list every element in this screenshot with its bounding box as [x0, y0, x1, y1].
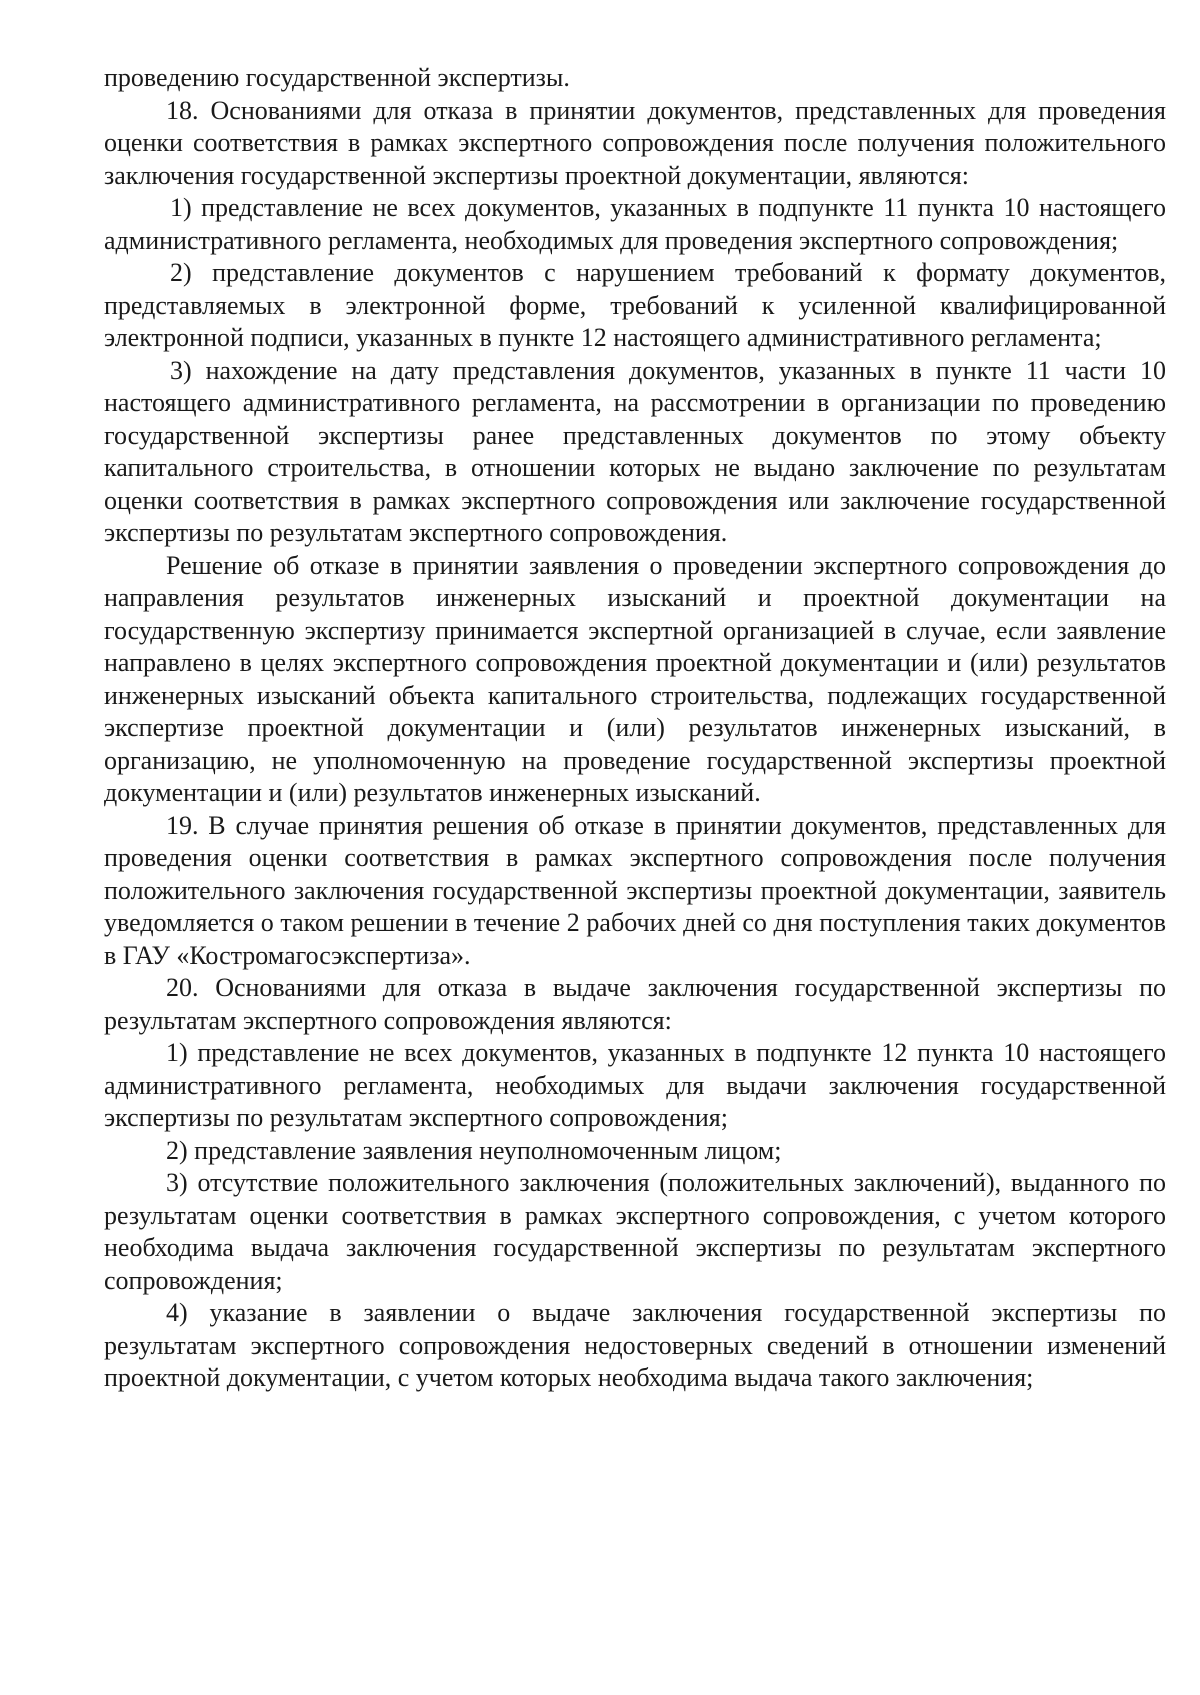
paragraph-20-item-3: 3) отсутствие положительного заключения (положительных заключений), выданного по результатам оценки соответствия в рамках экспертного сопровождения, с учетом которого необходима выдача заключения государственной экспертизы по результатам экспертного сопровождения; [104, 1168, 1166, 1295]
paragraph-18-item-2: 2) представление документов с нарушением требований к формату документов, представляемых в электронной форме, требований к усиленной квалифицированной электронной подписи, указанных в пункте 12 настоящего административного регламента; [104, 258, 1166, 352]
paragraph-20-item-1: 1) представление не всех документов, указанных в подпункте 12 пункта 10 настоящего административного регламента, необходимых для выдачи заключения государственной экспертизы по результатам экспертного сопровождения; [104, 1038, 1166, 1132]
paragraph-18: 18. Основаниями для отказа в принятии документов, представленных для проведения оценки соответствия в рамках экспертного сопровождения после получения положительного заключения государственной экспертизы проектной документации, являются: [104, 95, 1166, 190]
paragraph-refusal-decision: Решение об отказе в принятии заявления о проведении экспертного сопровождения до направления результатов инженерных изысканий и проектной документации на государственную экспертизу принимается экспертной организацией в случае, если заявление направлено в целях экспертного сопровождения проектной документации и (или) результатов инженерных изысканий объекта капитального строительства, подлежащих государственной экспертизе проектной документации и (или) результатов инженерных изысканий, в организацию, не уполномоченную на проведение государственной экспертизы проектной документации и (или) результатов инженерных изысканий. [104, 550, 1166, 807]
document-body [104, 62, 1166, 1395]
paragraph-continuation: проведению государственной экспертизы. [104, 63, 570, 92]
paragraph-18-item-3: 3) нахождение на дату представления документов, указанных в пункте 11 части 10 настоящего административного регламента, на рассмотрении в организации по проведению государственной экспертизы ранее представленных документов по этому объекту капитального строительства, в отношении которых не выдано заключение по результатам оценки соответствия в рамках экспертного сопровождения или заключение государственной экспертизы по результатам экспертного сопровождения. [104, 355, 1166, 547]
paragraph-19: 19. В случае принятия решения об отказе в принятии документов, представленных для проведения оценки соответствия в рамках экспертного сопровождения после получения положительного заключения государственной экспертизы проектной документации, заявитель уведомляется о таком решении в течение 2 рабочих дней со дня поступления таких документов в ГАУ «Костромагосэкспертиза». [104, 810, 1166, 970]
paragraph-20-item-4: 4) указание в заявлении о выдаче заключения государственной экспертизы по результатам экспертного сопровождения недостоверных сведений в отношении изменений проектной документации, с учетом которых необходима выдача такого заключения; [104, 1298, 1166, 1392]
paragraph-18-item-1: 1) представление не всех документов, указанных в подпункте 11 пункта 10 настоящего административного регламента, необходимых для проведения экспертного сопровождения; [104, 193, 1166, 255]
paragraph-20: 20. Основаниями для отказа в выдаче заключения государственной экспертизы по результатам экспертного сопровождения являются: [104, 973, 1166, 1035]
paragraph-20-item-2: 2) представление заявления неуполномоченным лицом; [166, 1135, 782, 1165]
